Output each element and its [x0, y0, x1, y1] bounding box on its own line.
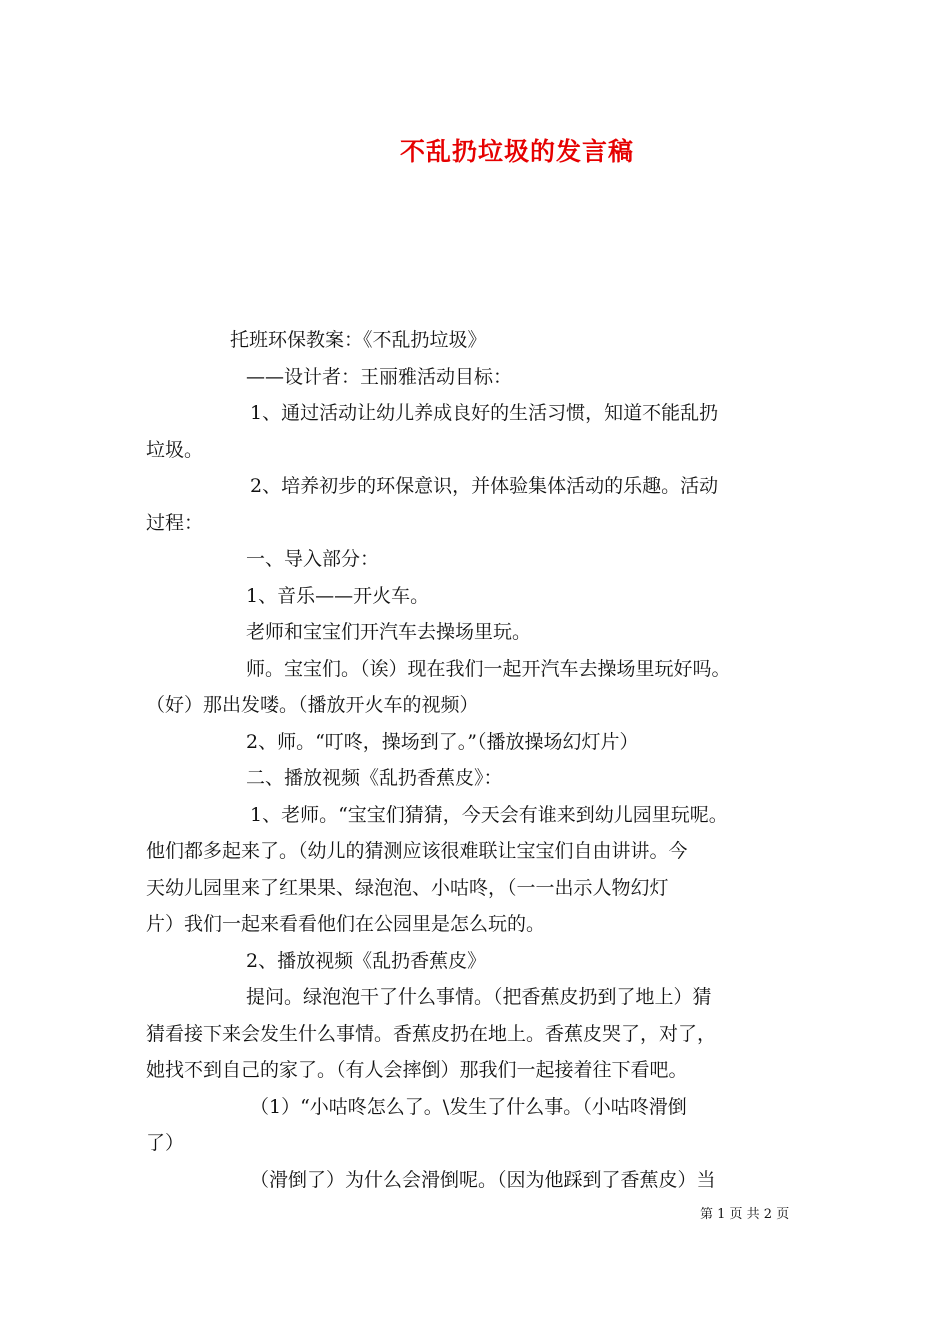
paragraph-line: 2、培养初步的环保意识，并体验集体活动的乐趣。活动: [250, 475, 719, 497]
paragraph-line: 1、通过活动让幼儿养成良好的生活习惯，知道不能乱扔: [250, 402, 719, 424]
paragraph-line: 二、播放视频《乱扔香蕉皮》：: [246, 767, 503, 789]
paragraph-line: 他们都多起来了。（幼儿的猜测应该很难联让宝宝们自由讲讲。今: [146, 840, 688, 862]
paragraph-line: （1）“小咕咚怎么了。\发生了什么事。（小咕咚滑倒: [250, 1095, 687, 1118]
paragraph-line: 1、老师。“宝宝们猜猜，今天会有谁来到幼儿园里玩呢。: [250, 803, 728, 826]
paragraph-line: 师。宝宝们。（诶）现在我们一起开汽车去操场里玩好吗。: [246, 657, 731, 680]
paragraph-line: ——设计者：王丽雅活动目标：: [246, 365, 513, 388]
document-title: 不乱扔垃圾的发言稿: [400, 137, 635, 166]
paragraph-line: 2、师。“叮咚，操场到了。”（播放操场幻灯片）: [246, 730, 639, 753]
paragraph-line: 1、音乐——开火车。: [246, 584, 430, 607]
paragraph-line: （好）那出发喽。（播放开火车的视频）: [146, 694, 479, 716]
paragraph-line: 一、导入部分：: [246, 548, 380, 570]
paragraph-line: 提问。绿泡泡干了什么事情。（把香蕉皮扔到了地上）猜: [246, 986, 712, 1008]
paragraph-line: 垃圾。: [146, 438, 204, 461]
paragraph-line: （滑倒了）为什么会滑倒呢。（因为他踩到了香蕉皮）当: [250, 1168, 716, 1191]
paragraph-line: 托班环保教案：《不乱扔垃圾》: [230, 329, 487, 351]
paragraph-line: 片）我们一起来看看他们在公园里是怎么玩的。: [146, 913, 546, 935]
paragraph-line: 猜看接下来会发生什么事情。香蕉皮扔在地上。香蕉皮哭了，对了，: [146, 1022, 717, 1045]
paragraph-line: 她找不到自己的家了。（有人会摔倒）那我们一起接着往下看吧。: [146, 1059, 688, 1081]
paragraph-line: 过程：: [146, 511, 204, 534]
paragraph-line: 老师和宝宝们开汽车去操场里玩。: [246, 621, 532, 643]
paragraph-line: 天幼儿园里来了红果果、绿泡泡、小咕咚，（一一出示人物幻灯: [146, 876, 669, 899]
paragraph-line: 了）: [146, 1132, 185, 1154]
page-footer: 第 1 页 共 2 页: [700, 1207, 790, 1222]
paragraph-line: 2、播放视频《乱扔香蕉皮》: [246, 949, 487, 972]
document-body: [146, 322, 826, 1198]
